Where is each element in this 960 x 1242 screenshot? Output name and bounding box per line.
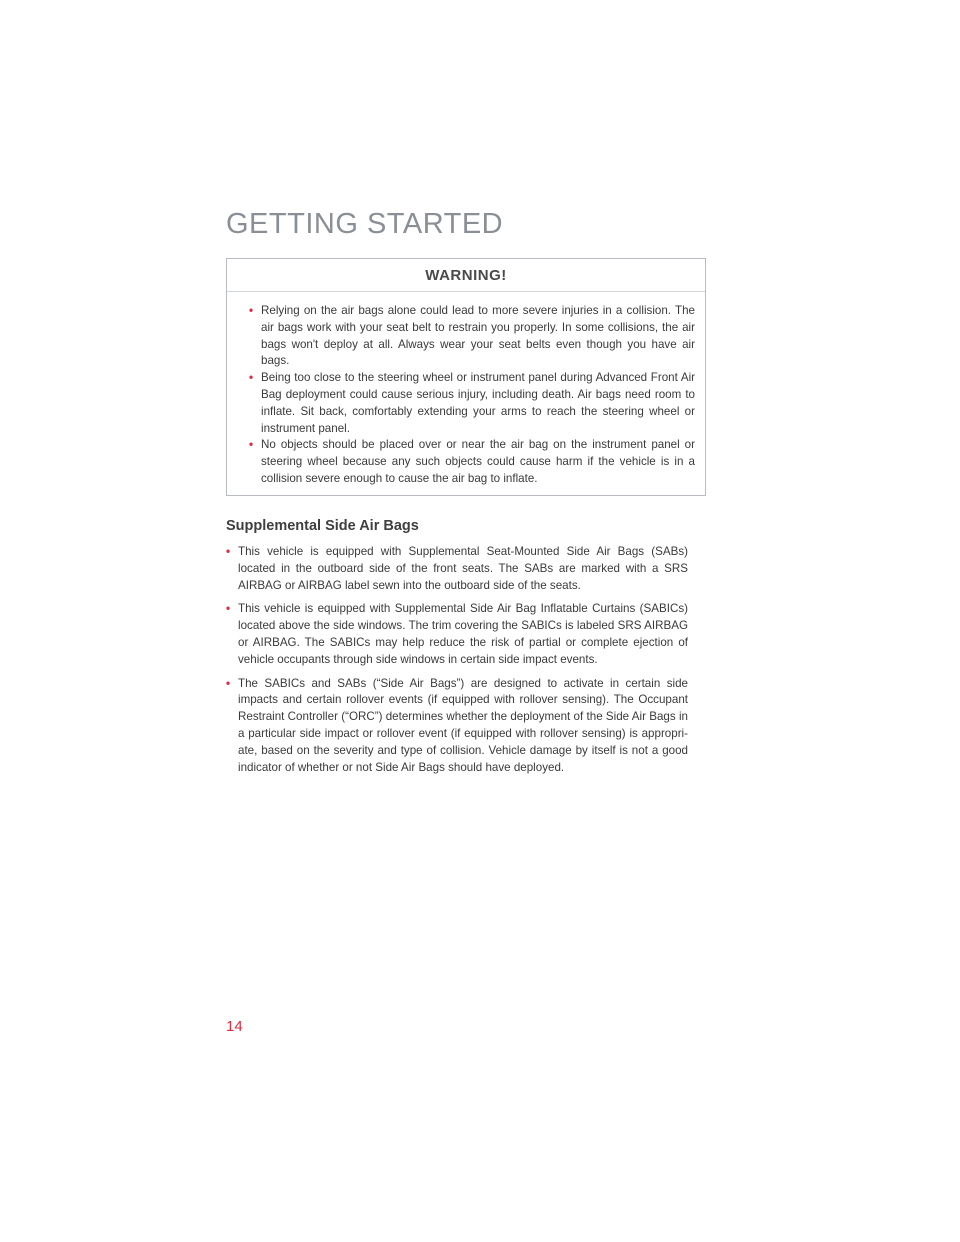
list-item-text: This vehicle is equipped with Supplemental Side Air Bag Inflatable Curtains (SABICs) located above the side windows. The trim covering the SABICs is labeled SRS AIRBAG or AIRBAG. The SABICs may help reduce the risk of partial or complete ejection of vehicle occupants through side windows in certain side impact events. bbox=[238, 602, 688, 666]
warning-title: WARNING! bbox=[227, 259, 705, 292]
bullet-icon: • bbox=[226, 676, 231, 690]
list-item-text: This vehicle is equipped with Supplemental Seat-Mounted Side Air Bags (SABs) located in the outboard side of the front seats. The SABs are marked with a SRS AIRBAG or AIRBAG label sewn into the outboard side of the seats. bbox=[238, 545, 688, 592]
warning-item-text: No objects should be placed over or near the air bag on the instrument panel or steering wheel because any such objects could cause harm if the vehicle is in a collision severe enough to cause the air bag to inflate. bbox=[261, 438, 695, 485]
bullet-icon: • bbox=[226, 545, 231, 558]
section-heading: Supplemental Side Air Bags bbox=[226, 518, 419, 534]
section-list bbox=[226, 544, 688, 783]
page-number: 14 bbox=[226, 1018, 243, 1035]
list-item-text: The SABICs and SABs (“Side Air Bags”) are designed to activate in certain side impacts and certain rollover events (if equipped with rollover sensing). The Occupant Restraint Controller (“ORC”) determines whether the deployment of the Side Air Bags in a particular side impact or rollover event (if equipped with rollover sensing) is appropri-ate, based on the severity and type of collision. Vehicle damage by itself is not a good indicator of whether or not Side Air Bags should have deployed. bbox=[238, 676, 688, 774]
bullet-icon: • bbox=[226, 602, 231, 616]
list-item bbox=[226, 676, 688, 777]
bullet-icon: • bbox=[249, 438, 254, 452]
list-item bbox=[226, 544, 688, 594]
warning-item bbox=[249, 370, 695, 437]
bullet-icon: • bbox=[249, 371, 254, 385]
warning-item bbox=[249, 437, 695, 487]
warning-item bbox=[249, 303, 695, 370]
warning-box bbox=[226, 258, 706, 496]
warning-item-text: Relying on the air bags alone could lead to more severe injuries in a collision. The air bags work with your seat belt to restrain you properly. In some collisions, the air bags won't deploy at all. Always wear your seat belts even though you have air bags. bbox=[261, 304, 695, 368]
warning-list bbox=[249, 303, 695, 488]
bullet-icon: • bbox=[249, 304, 254, 317]
section-title: GETTING STARTED bbox=[226, 208, 504, 240]
list-item bbox=[226, 601, 688, 668]
warning-item-text: Being too close to the steering wheel or instrument panel during Advanced Front Air Bag deployment could cause serious injury, including death. Air bags need room to inflate. Sit back, comfortably extending your arms to reach the steering wheel or instrument panel. bbox=[261, 371, 695, 435]
